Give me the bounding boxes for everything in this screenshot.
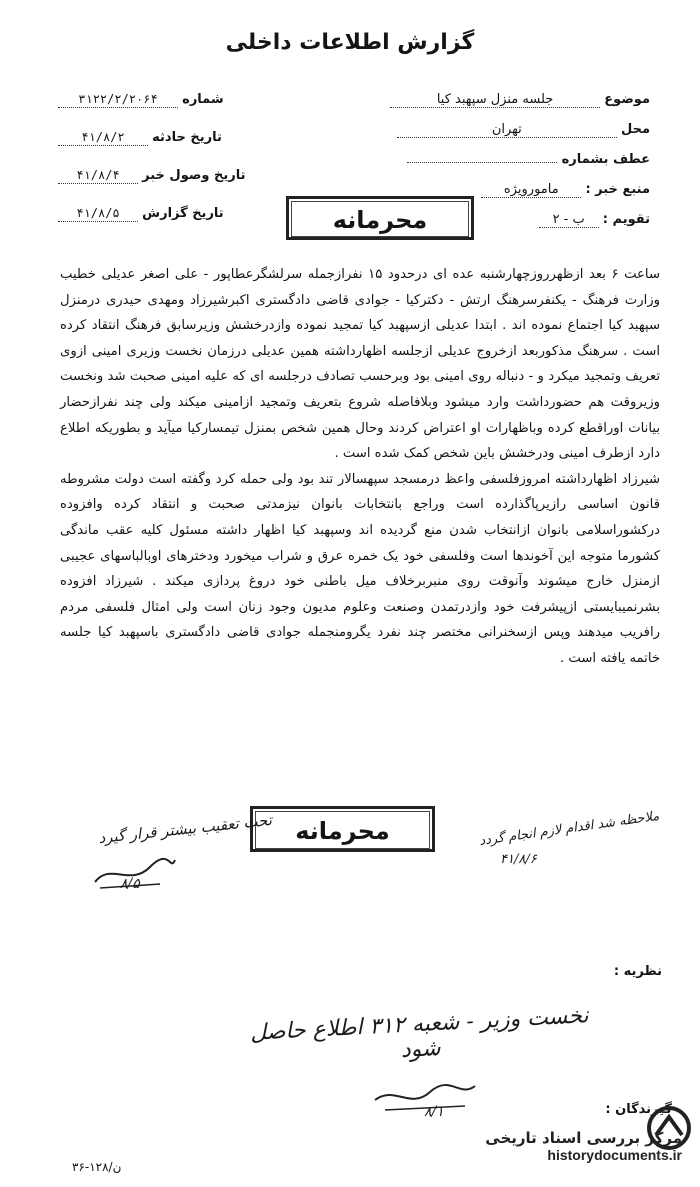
rating-value: ب - ۲ bbox=[552, 212, 585, 227]
handwritten-initial: ۸/۵ bbox=[120, 876, 140, 892]
handwritten-bottom-note: نخست وزیر - شعبه ۳۱۲ اطلاع حاصل شود bbox=[249, 1003, 590, 1064]
subject-label: موضوع bbox=[604, 92, 650, 107]
handwritten-date: ۴۱/۸/۶ bbox=[500, 852, 537, 867]
event-date-value: ۴۱/۸/۲ bbox=[81, 130, 125, 144]
source-value: مامورویژه bbox=[503, 182, 559, 197]
handwritten-note-right: تحت تعقیب بیشتر قرار گیرد bbox=[97, 810, 273, 848]
number-label: شماره bbox=[182, 92, 224, 107]
report-body bbox=[60, 262, 660, 672]
watermark-en: historydocuments.ir bbox=[547, 1147, 682, 1163]
rating-field bbox=[539, 212, 650, 228]
body-paragraph: شیرزاد اظهارداشته امروزفلسفی واعظ درمسجد سپهسالار تند بود ولی حمله کرد وگفته است دولت مشروطه قانون اساسی رازیرپاگذارده است وراجع بانتخابات بانوان نیزمدتی صحبت و انتقاد کرده وافزوده درکشوراسلامی بانوان ازانتخاب شدن منع گردیده اند وسپهبد کیا اظهار داشته مسئول کلیه عقب ماندگی کشورما متوجه این آخوندها است وفلسفی خود یک خمره عرق و شراب میخورد ودخترهای اوبالباسهای عجیبی ازمنزل خارج میشوند وآنوقت روی منبربرخلاف میل باطنی خود دروغ پردازی میکند . شیرزاد افزوده بشرنمیبایستی ازپیشرفت خود وازدرتمدن وصنعت وعلوم مدیون وجود زنان است ولی امثال فلسفی مردم رافریب میدهند وپس ازسخنرانی مختصر چند نفرد یگرومنجمله جوادی قاضی دادگستری باسپهبد کیا جلسه خاتمه یافته است . bbox=[60, 471, 660, 666]
handwritten-note-center: ملاحظه شد اقدام لازم انجام گردد bbox=[478, 808, 661, 849]
form-code: ۳۶-۱۲۸/ن bbox=[72, 1160, 122, 1174]
received-date-field bbox=[58, 168, 246, 184]
received-date-value: ۴۱/۸/۴ bbox=[76, 168, 120, 182]
report-date-label: تاریخ گزارش bbox=[142, 206, 224, 221]
ref-label: عطف بشماره bbox=[561, 152, 650, 167]
number-field bbox=[58, 92, 224, 108]
report-date-value: ۴۱/۸/۵ bbox=[76, 206, 120, 220]
confidential-stamp: محرمانه bbox=[286, 196, 474, 240]
opinion-label: نظریه : bbox=[613, 964, 662, 979]
watermark-fa: مرکز بررسی اسناد تاریخی bbox=[485, 1129, 682, 1147]
event-date-field bbox=[58, 130, 222, 146]
subject-value: جلسه منزل سپهبد کیا bbox=[436, 92, 554, 107]
event-date-label: تاریخ حادثه bbox=[152, 130, 222, 145]
place-value: تهران bbox=[491, 122, 522, 137]
source-label: منبع خبر : bbox=[585, 182, 650, 197]
archive-logo-icon bbox=[644, 1103, 694, 1153]
rating-label: تقویم : bbox=[602, 212, 650, 227]
place-label: محل bbox=[620, 122, 650, 137]
ref-field bbox=[407, 152, 650, 167]
place-field bbox=[397, 122, 650, 138]
body-paragraph: ساعت ۶ بعد ازظهرروزچهارشنبه عده ای درحدود ۱۵ نفرازجمله سرلشگرعطاپور - علی اصغر عدیلی خطیب وزارت فرهنگ - یکنفرسرهنگ ارتش - دکترکیا - جوادی قاضی دادگستری اکبرشیرزاد ومهدی حیدری درمنزل سپهبد کیا اجتماع نموده اند . ابتدا عدیلی ازسپهبد کیا تمجید نموده وازدرخشش وزیرسابق فرهنگ انتقاد کرده است . سرهنگ مذکوربعد ازخروج عدیلی ازجلسه اظهارداشته همین عدیلی درزمان نخست وزیری امینی ازوی تعریف وتمجید میکرد و - دنباله روی امینی بود وبرحسب تصادف درجلسه ای که علیه امینی صحبت شد ونخست وزیروقت هم حضورداشت وارد میشود وبلافاصله شروع بتعریف وتمجید ازامینی میکند ولی چند نفرازحضار بیانات اوراقطع کرده وباظهارات او اعتراض کردند وحال همین شخص بمنزل تیمسارکیا میآید و بطوریکه اطلاع دارد ازطرف امینی ودرخشش باین شخص کمک شده است . bbox=[60, 267, 660, 462]
source-field bbox=[481, 182, 650, 198]
page-title: گزارش اطلاعات داخلی bbox=[225, 30, 475, 55]
bottom-signature-date: ۸/۱ bbox=[424, 1104, 444, 1120]
watermark bbox=[402, 1129, 682, 1163]
received-date-label: تاریخ وصول خبر bbox=[142, 168, 246, 183]
recipients-label: گیرندگان : bbox=[605, 1102, 672, 1117]
number-value: ۳۱۲۲/۲/۲۰۶۴ bbox=[78, 92, 158, 106]
subject-field bbox=[390, 92, 650, 108]
report-date-field bbox=[58, 206, 224, 222]
confidential-stamp-2: محرمانه bbox=[250, 806, 435, 852]
